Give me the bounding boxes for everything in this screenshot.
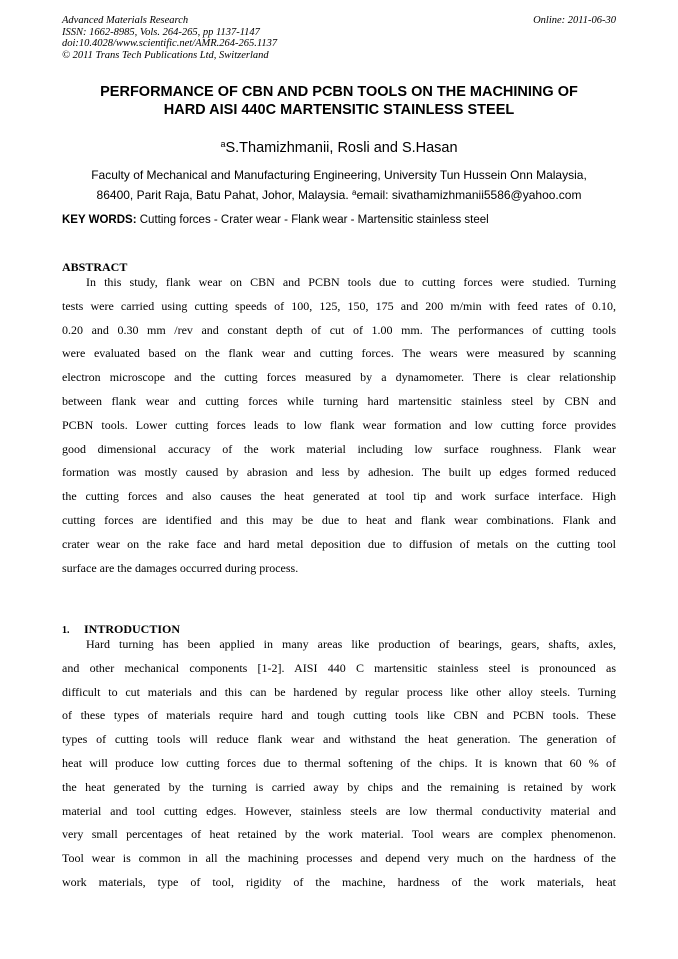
intro-line: Hard turning has been applied in many areas like production of bearings, gears, shafts, axles, bbox=[86, 637, 616, 651]
author-names: S.Thamizhmanii, Rosli and S.Hasan bbox=[225, 140, 458, 156]
abstract-body bbox=[62, 271, 616, 580]
introduction-body bbox=[62, 633, 616, 895]
paper-title-line-1: PERFORMANCE OF CBN AND PCBN TOOLS ON THE MACHINING OF bbox=[100, 84, 578, 100]
abstract-line: the cutting forces and also causes the heat generated at tool tip and work surface interface. High bbox=[62, 489, 616, 504]
affiliation-line-2 bbox=[40, 184, 638, 204]
intro-line: and other mechanical components [1-2]. AISI 440 C martensitic stainless steel is pronounced as bbox=[62, 660, 616, 675]
author-superscript: a bbox=[220, 139, 226, 149]
abstract-line: surface are the damages occurred during process. bbox=[62, 560, 299, 575]
abstract-line: PCBN tools. Lower cutting forces leads to low flank wear formation and low cutting force provides bbox=[62, 417, 616, 432]
abstract-line: formation was mostly caused by abrasion and less by adhesion. The built up edges formed reduced bbox=[62, 465, 616, 480]
abstract-line: 0.20 and 0.30 mm /rev and constant depth of cut of 1.00 mm. The performances of cutting tools bbox=[62, 322, 616, 337]
author-list bbox=[40, 135, 638, 157]
abstract-line: In this study, flank wear on CBN and PCBN tools due to cutting forces were studied. Turning bbox=[86, 275, 616, 289]
journal-issn: ISSN: 1662-8985, Vols. 264-265, pp 1137-1147 bbox=[62, 26, 260, 38]
abstract-line: between flank wear and cutting forces while turning hard martensitic stainless steel by CBN and bbox=[62, 393, 616, 408]
abstract-line: tests were carried using cutting speeds of 100, 125, 150, 175 and 200 m/min with feed rates of 0.10, bbox=[62, 298, 616, 313]
journal-doi: doi:10.4028/www.scientific.net/AMR.264-265.1137 bbox=[62, 38, 278, 49]
journal-header bbox=[62, 15, 616, 61]
abstract-line: good dimensional accuracy of the work material including low surface roughness. Flank wear bbox=[62, 441, 616, 456]
intro-line: heat will produce low cutting forces due to thermal softening of the chips. It is known that 60 % of bbox=[62, 755, 616, 770]
abstract-line: crater wear on the rake face and hard metal deposition due to diffusion of metals on the cutting tool bbox=[62, 536, 616, 551]
online-date: Online: 2011-06-30 bbox=[533, 15, 616, 26]
intro-line: of these types of materials require hard and tough cutting tools like CBN and PCBN tools. These bbox=[62, 708, 616, 723]
abstract-line: electron microscope and the cutting forces measured by a dynamometer. There is clear relationship bbox=[62, 370, 616, 385]
journal-name: Advanced Materials Research bbox=[62, 15, 189, 26]
keywords bbox=[62, 213, 616, 227]
affiliation-address: 86400, Parit Raja, Batu Pahat, Johor, Malaysia. bbox=[96, 188, 353, 202]
intro-line: the heat generated by the turning is carried away by chips and the remaining is retained by work bbox=[62, 779, 616, 794]
intro-line: difficult to cut materials and this can be hardened by regular process like other alloy steels. Turning bbox=[62, 684, 616, 699]
section-number: 1. bbox=[62, 625, 70, 636]
email-superscript: a bbox=[352, 188, 357, 197]
keywords-label: KEY WORDS: bbox=[62, 214, 137, 226]
intro-line: work materials, type of tool, rigidity of the machine, hardness of the work materials, heat bbox=[62, 874, 616, 889]
keywords-text: Cutting forces - Crater wear - Flank wear - Martensitic stainless steel bbox=[136, 214, 489, 226]
journal-copyright: © 2011 Trans Tech Publications Ltd, Switzerland bbox=[62, 49, 269, 61]
intro-line: material and tool cutting edges. However, stainless steels are low thermal conductivity material and bbox=[62, 803, 616, 818]
abstract-line: cutting forces are identified and this may be due to heat and flank wear combinations. Flank and bbox=[62, 512, 616, 527]
intro-line: Tool wear is common in all the machining processes and depend very much on the hardness of the bbox=[62, 851, 616, 866]
paper-title-line-2: HARD AISI 440C MARTENSITIC STAINLESS STEEL bbox=[163, 102, 515, 118]
intro-line: types of cutting tools will reduce flank wear and withstand the heat generation. The generation of bbox=[62, 732, 616, 747]
abstract-heading: ABSTRACT bbox=[62, 260, 128, 274]
author-email: email: sivathamizhmanii5586@yahoo.com bbox=[356, 188, 582, 202]
abstract-line: were evaluated based on the flank wear and cutting forces. The wears were measured by scanning bbox=[62, 346, 616, 361]
affiliation-line-1: Faculty of Mechanical and Manufacturing Engineering, University Tun Hussein Onn Malaysia, bbox=[91, 168, 587, 182]
affiliation bbox=[40, 166, 638, 204]
section-title: INTRODUCTION bbox=[84, 622, 181, 636]
intro-line: very small percentages of heat retained by the work material. Tool wears are complex phenomenon. bbox=[62, 827, 616, 842]
paper-title bbox=[40, 83, 638, 119]
